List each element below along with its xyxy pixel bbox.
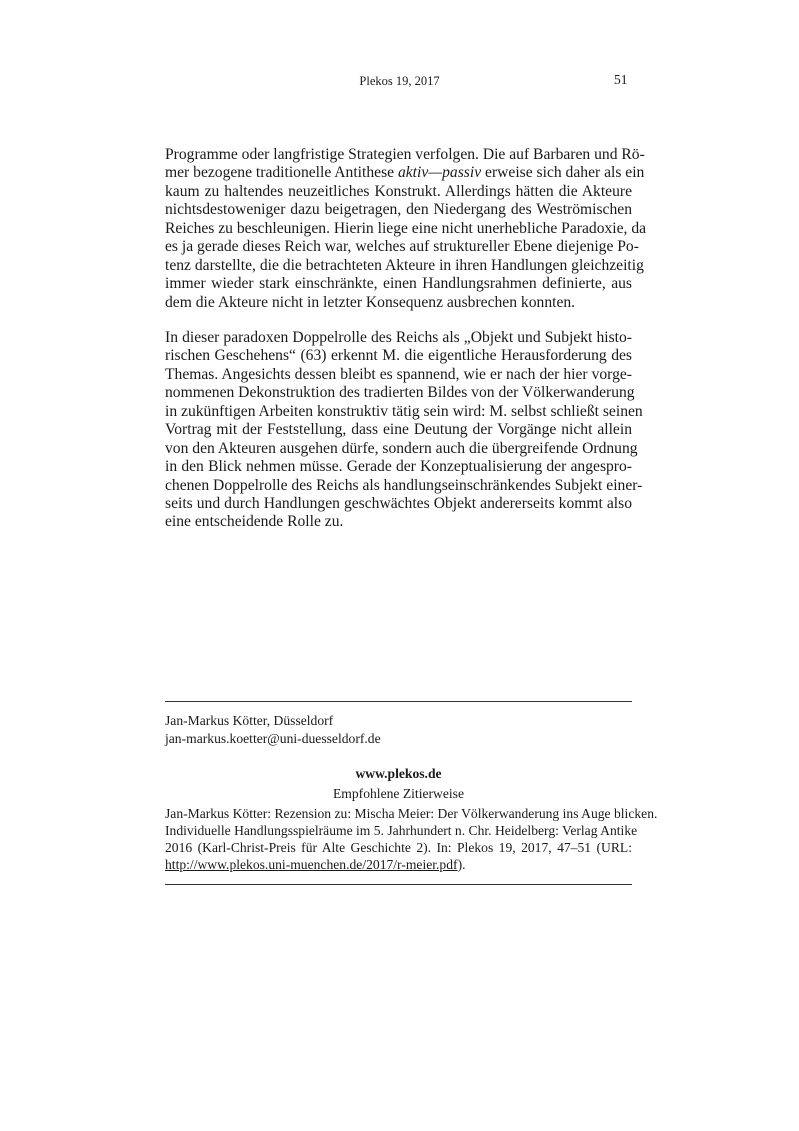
- author-email[interactable]: jan-markus.koetter@uni-duesseldorf.de: [165, 730, 381, 746]
- text-segment: mer bezogene traditionelle Antithese: [165, 164, 398, 182]
- text-line: eine entscheidende Rolle zu.: [165, 513, 344, 531]
- paragraph-2: [165, 329, 643, 532]
- divider-bottom: [165, 884, 632, 885]
- text-line: immer wieder stark einschränkte, einen Handlungsrahmen definierte, aus: [165, 275, 632, 293]
- text-line: [165, 164, 645, 182]
- text-line: von den Akteuren ausgehen dürfe, sondern auch die übergreifende Ordnung: [165, 439, 638, 457]
- text-line: tenz darstellte, die die betrachteten Akteure in ihren Handlungen gleichzeitig: [165, 256, 644, 274]
- text-line: in zukünftigen Arbeiten konstruktiv tätig sein wird: M. selbst schließt seinen: [165, 402, 643, 420]
- paragraph-1: [165, 146, 647, 312]
- text-line: in den Blick nehmen müsse. Gerade der Konzeptualisierung der angespro-: [165, 458, 632, 476]
- text-line: nommenen Dekonstruktion des tradierten Bildes von der Völkerwanderung: [165, 384, 635, 402]
- citation-line: Individuelle Handlungsspielräume im 5. Jahrhundert n. Chr. Heidelberg: Verlag Antike: [165, 823, 638, 838]
- text-line: Themas. Angesichts dessen bleibt es spannend, wie er nach der hier vorge-: [165, 365, 632, 383]
- citation-line: [165, 856, 632, 873]
- citation-block: [165, 805, 658, 873]
- citation-line: 2016 (Karl-Christ-Preis für Alte Geschichte 2). In: Plekos 19, 2017, 47–51 (URL:: [165, 840, 632, 855]
- text-line: Vortrag mit der Feststellung, dass eine Deutung der Vorgänge nicht allein: [165, 421, 632, 439]
- citation-heading: Empfohlene Zitierweise: [333, 786, 464, 801]
- text-line: In dieser paradoxen Doppelrolle des Reichs als „Objekt und Subjekt histo-: [165, 329, 632, 346]
- text-line: rischen Geschehens“ (63) erkennt M. die eigentliche Herausforderung des: [165, 347, 632, 365]
- citation-line: Jan-Markus Kötter: Rezension zu: Mischa Meier: Der Völkerwanderung ins Auge blicken.: [165, 806, 658, 821]
- citation-end: ).: [457, 857, 466, 872]
- running-header-journal: Plekos 19, 2017: [359, 74, 440, 88]
- divider-top: [165, 701, 632, 702]
- site-link[interactable]: www.plekos.de: [355, 766, 442, 781]
- text-line: kaum zu haltendes neuzeitliches Konstrukt. Allerdings hätten die Akteure: [165, 182, 632, 200]
- citation-url-link[interactable]: http://www.plekos.uni-muenchen.de/2017/r-meier.pdf: [165, 857, 458, 872]
- text-segment: erweise sich daher als ein: [481, 164, 645, 182]
- page-number: 51: [614, 72, 628, 87]
- text-line: Programme oder langfristige Strategien verfolgen. Die auf Barbaren und Rö-: [165, 146, 645, 163]
- emphasis-aktiv-passiv: aktiv—passiv: [397, 164, 482, 182]
- author-block: [165, 712, 632, 747]
- text-line: nichtsdestoweniger dazu beigetragen, den Niedergang des Weströmischen: [165, 201, 632, 219]
- text-line: Reiches zu beschleunigen. Hierin liege eine nicht unerhebliche Paradoxie, da: [165, 219, 647, 237]
- text-line: es ja gerade dieses Reich war, welches auf struktureller Ebene diejenige Po-: [165, 238, 639, 256]
- text-line: chenen Doppelrolle des Reichs als handlungseinschränkendes Subjekt einer-: [165, 476, 643, 494]
- author-name-place: Jan-Markus Kötter, Düsseldorf: [165, 713, 334, 728]
- text-line: seits und durch Handlungen geschwächtes Objekt andererseits kommt also: [165, 494, 632, 512]
- text-line: dem die Akteure nicht in letzter Konsequenz ausbrechen konnten.: [165, 293, 576, 311]
